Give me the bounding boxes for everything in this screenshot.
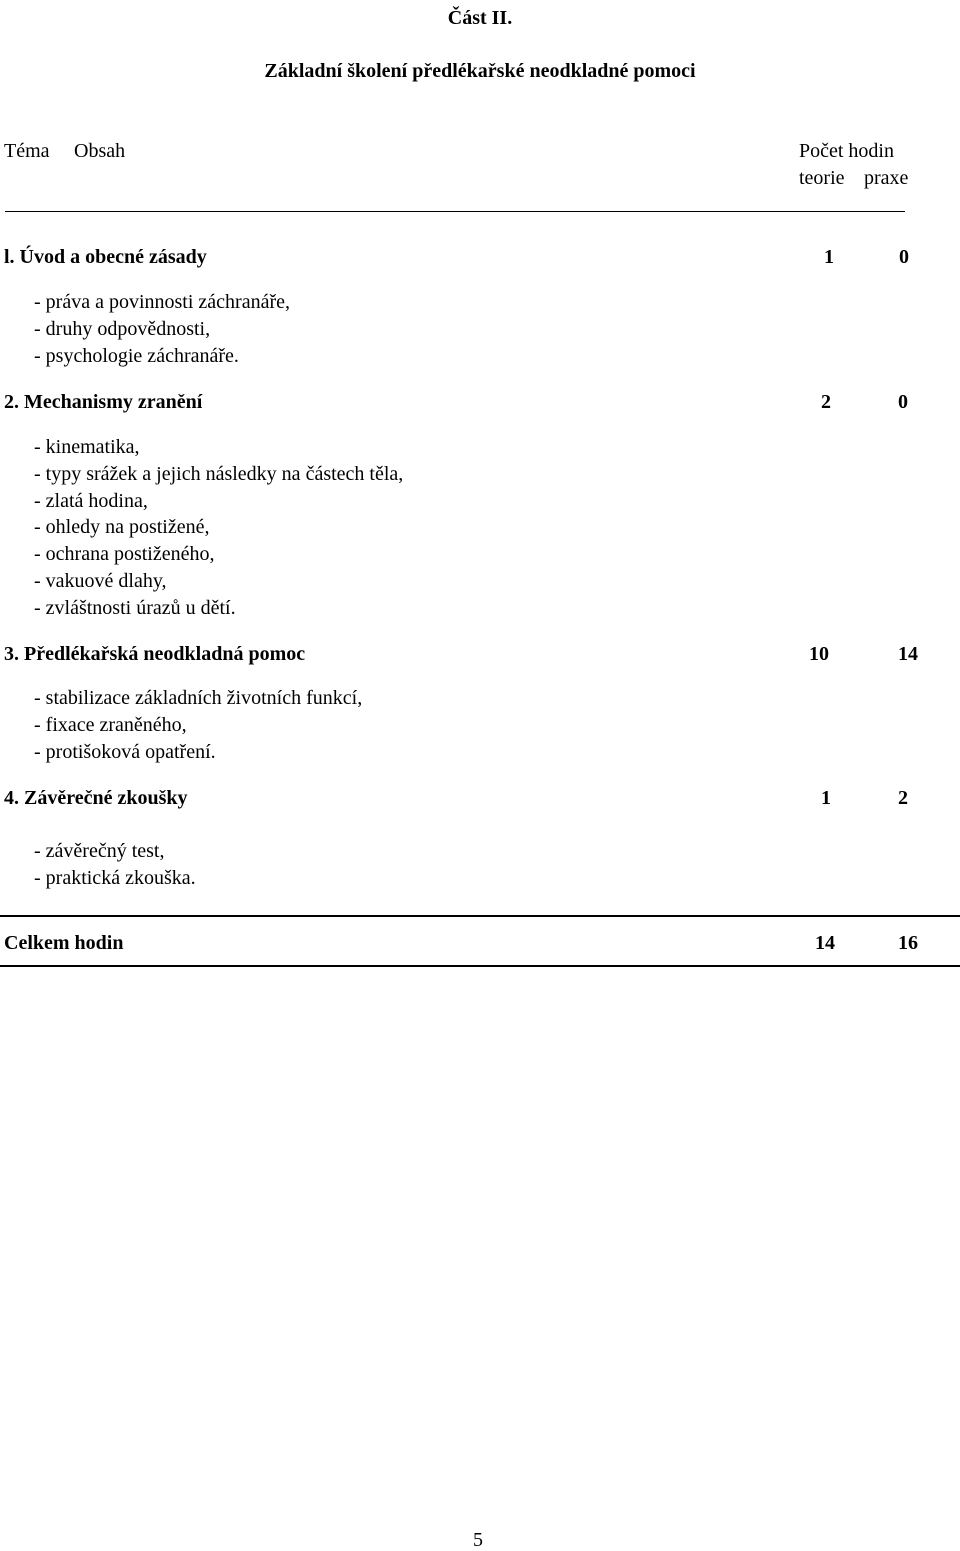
section-theory-hours: 10 [809, 643, 829, 665]
section-theory-hours: 2 [821, 391, 831, 413]
section-practice-hours: 0 [898, 391, 908, 413]
total-theory-hours: 14 [815, 932, 835, 954]
section-title: 2. Mechanismy zranění [4, 391, 203, 413]
list-item: - druhy odpovědnosti, [34, 318, 211, 340]
total-bottom-rule [0, 965, 960, 967]
list-item: - zvláštnosti úrazů u dětí. [34, 597, 236, 619]
total-practice-hours: 16 [898, 932, 918, 954]
part-title: Část II. [447, 7, 513, 29]
section-title: l. Úvod a obecné zásady [4, 246, 207, 268]
list-item: - praktická zkouška. [34, 867, 196, 889]
section-title: 3. Předlékařská neodkladná pomoc [4, 643, 306, 665]
header-hours: Počet hodin [799, 140, 894, 162]
section-theory-hours: 1 [824, 246, 834, 268]
list-item: - typy srážek a jejich následky na částech těla, [34, 463, 404, 485]
list-item: - zlatá hodina, [34, 490, 148, 512]
header-divider [5, 211, 905, 212]
page-number: 5 [473, 1529, 483, 1551]
course-title: Základní školení předlékařské neodkladné pomoci [264, 60, 696, 82]
list-item: - závěrečný test, [34, 840, 165, 862]
list-item: - fixace zraněného, [34, 714, 187, 736]
list-item: - stabilizace základních životních funkcí, [34, 687, 363, 709]
list-item: - psychologie záchranáře. [34, 345, 239, 367]
header-topic: Téma [4, 140, 50, 162]
list-item: - protišoková opatření. [34, 741, 216, 763]
section-theory-hours: 1 [821, 787, 831, 809]
list-item: - kinematika, [34, 436, 140, 458]
header-practice: praxe [864, 167, 909, 189]
section-practice-hours: 0 [899, 246, 909, 268]
header-content: Obsah [74, 140, 126, 162]
total-top-rule [0, 915, 960, 917]
section-title: 4. Závěrečné zkoušky [4, 787, 188, 809]
list-item: - vakuové dlahy, [34, 570, 167, 592]
list-item: - ohledy na postižené, [34, 516, 210, 538]
section-practice-hours: 2 [898, 787, 908, 809]
total-label: Celkem hodin [4, 932, 124, 954]
header-theory: teorie [799, 167, 845, 189]
section-practice-hours: 14 [898, 643, 918, 665]
list-item: - práva a povinnosti záchranáře, [34, 291, 290, 313]
list-item: - ochrana postiženého, [34, 543, 215, 565]
